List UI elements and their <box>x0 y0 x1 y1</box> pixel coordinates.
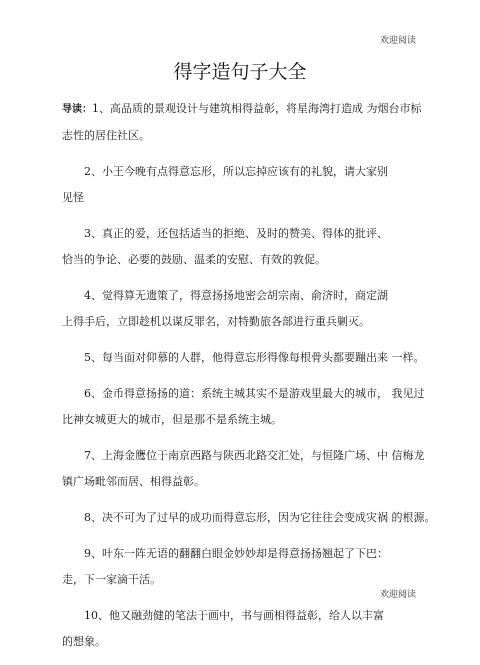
paragraph-line: 2、小王今晚有点得意忘形，所以忘掉应该有的礼貌，请大家别 <box>84 165 388 178</box>
paragraph-line: 的想象。 <box>62 635 106 648</box>
paragraph-1 <box>62 96 434 149</box>
paragraph-7 <box>62 443 434 495</box>
header-note: 欢迎阅读 <box>379 36 416 46</box>
paragraph-6 <box>62 381 434 433</box>
intro-label: 导读： <box>62 104 92 115</box>
footer-note: 欢迎阅读 <box>379 590 416 600</box>
paragraph-10 <box>62 603 434 655</box>
article-body <box>62 96 434 665</box>
paragraph-line: 3、真正的爱，还包括适当的拒绝、及时的赞美、得体的批评、 <box>84 227 388 240</box>
paragraph-line: 7、上海金鹰位于南京西路与陕西北路交汇处，与恒隆广场、中 信梅龙 <box>84 449 425 462</box>
paragraph-line: 志性的居住社区。 <box>62 129 150 142</box>
paragraph-line: 走，下一家滴干活。 <box>62 573 161 586</box>
paragraph-9 <box>62 541 434 593</box>
paragraph-line: 9、叶东一阵无语的翻翻白眼金妙妙却是得意扬扬翘起了下巴： <box>84 547 388 560</box>
paragraph-line: 镇广场毗邻而居、相得益彰。 <box>62 475 205 488</box>
paragraph-3 <box>62 221 434 273</box>
paragraph-line: 见怪 <box>62 191 84 204</box>
paragraph-4 <box>62 283 434 335</box>
paragraph-8 <box>62 505 434 531</box>
paragraph-2 <box>62 159 434 211</box>
paragraph-line: 5、每当面对仰慕的人群，他得意忘形得像每根骨头都要蹦出来 一样。 <box>84 351 425 364</box>
page-title: 得字造句子大全 <box>173 61 307 83</box>
paragraph-line: 1、高品质的景观设计与建筑相得益彰，将星海湾打造成 为烟台市标 <box>92 102 422 115</box>
paragraph-line: 上得手后，立即趁机以谋反罪名，对特勤旅各部进行重兵剿灭。 <box>62 315 370 328</box>
paragraph-line: 恰当的争论、必要的鼓励、温柔的安慰、有效的敦促。 <box>62 253 326 266</box>
paragraph-5 <box>62 345 434 371</box>
paragraph-line: 比神女城更大的城市，但是那不是系统主城。 <box>62 413 282 426</box>
paragraph-line: 8、决不可为了过早的成功而得意忘形，因为它往往会变成灾祸 的根源。 <box>84 511 436 524</box>
paragraph-line: 4、觉得算无遗策了，得意扬扬地密会胡宗南、俞济时，商定湖 <box>84 289 388 302</box>
paragraph-line: 6、金币得意扬扬的道：系统主城其实不是游戏里最大的城市， 我见过 <box>84 387 425 400</box>
paragraph-line: 10、他又融劲健的笔法于画中，书与画相得益彰，给人以丰富 <box>84 609 384 622</box>
